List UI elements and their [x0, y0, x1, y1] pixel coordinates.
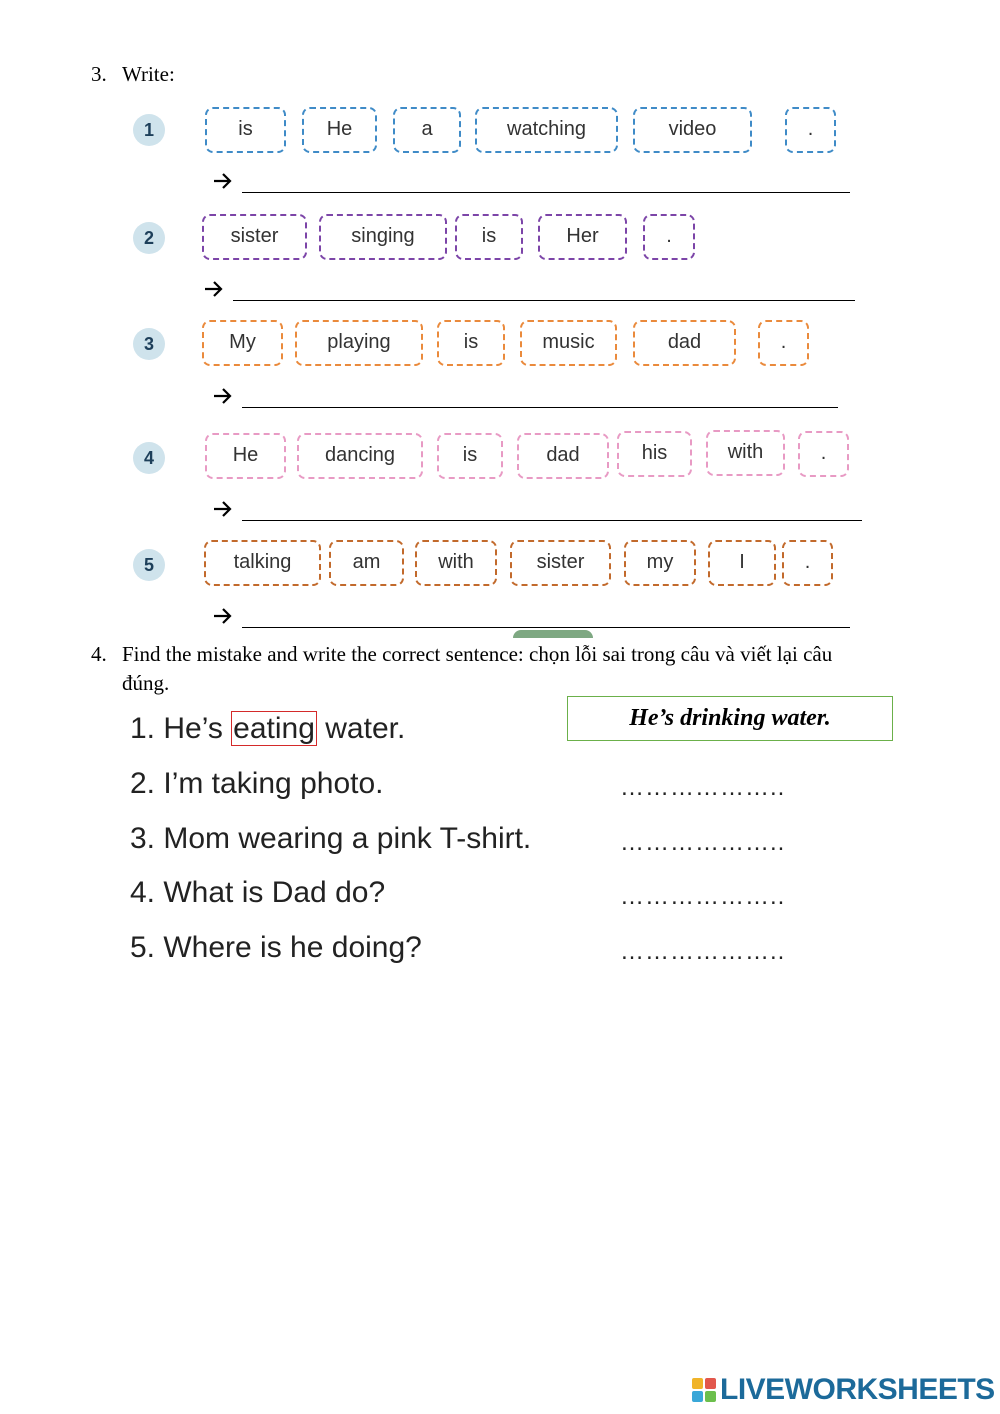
word-tile[interactable]: with	[706, 430, 785, 476]
word-tile[interactable]: sister	[202, 214, 307, 260]
row-number-badge: 5	[133, 549, 165, 581]
question-1	[130, 709, 405, 749]
word-tile[interactable]: video	[633, 107, 752, 153]
answer-underline	[242, 192, 850, 193]
word-tile[interactable]: .	[643, 214, 695, 260]
row-number-badge: 1	[133, 114, 165, 146]
answer-underline	[242, 627, 850, 628]
word-tile[interactable]: my	[624, 540, 696, 586]
word-tile[interactable]: music	[520, 320, 617, 366]
word-tile[interactable]: I	[708, 540, 776, 586]
row-number-badge: 4	[133, 442, 165, 474]
row-number-badge: 3	[133, 328, 165, 360]
answer-underline	[242, 520, 862, 521]
word-tile[interactable]: He	[302, 107, 377, 153]
answer-underline	[233, 300, 855, 301]
answer-line-1[interactable]	[212, 170, 852, 200]
word-tile[interactable]: .	[798, 431, 849, 477]
word-tile[interactable]: a	[393, 107, 461, 153]
word-tile[interactable]: .	[758, 320, 809, 366]
question-1-prefix: 1. He’s	[130, 712, 232, 745]
liveworksheets-icon	[692, 1378, 716, 1402]
answer-blank[interactable]: ………………..	[620, 829, 786, 856]
answer-line-4[interactable]	[212, 498, 864, 528]
question-2: 2. I’m taking photo.	[130, 767, 384, 800]
word-tile[interactable]: is	[437, 320, 505, 366]
word-tile[interactable]: dad	[633, 320, 736, 366]
question-3: 3. Mom wearing a pink T-shirt.	[130, 822, 532, 855]
arrow-right-icon	[203, 278, 225, 300]
word-tile[interactable]: is	[437, 433, 503, 479]
word-tile[interactable]: My	[202, 320, 283, 366]
section4-title-line1: Find the mistake and write the correct sentence: chọn lỗi sai trong câu và viết lại câu	[122, 642, 833, 666]
arrow-right-icon	[212, 170, 234, 192]
word-tile[interactable]: sister	[510, 540, 611, 586]
answer-line-3[interactable]	[212, 385, 840, 415]
section3-title: Write:	[122, 62, 175, 86]
arrow-right-icon	[212, 605, 234, 627]
word-tile[interactable]: playing	[295, 320, 423, 366]
mistake-highlight[interactable]: eating	[233, 712, 315, 745]
word-tile[interactable]: is	[455, 214, 523, 260]
word-tile[interactable]: talking	[204, 540, 321, 586]
question-1-suffix: water.	[316, 712, 406, 745]
word-tile[interactable]: dad	[517, 433, 609, 479]
word-tile[interactable]: his	[617, 431, 692, 477]
answer-blank[interactable]: ………………..	[620, 774, 786, 801]
word-tile[interactable]: is	[205, 107, 286, 153]
answer-underline	[242, 407, 838, 408]
section4-number: 4.	[91, 642, 107, 666]
section4-title-line2: đúng.	[122, 671, 170, 695]
answer-line-2[interactable]	[203, 278, 855, 308]
answer-blank[interactable]: ………………..	[620, 883, 786, 910]
word-tile[interactable]: He	[205, 433, 286, 479]
question-4: 4. What is Dad do?	[130, 876, 386, 909]
sample-answer-box: He’s drinking water.	[567, 696, 893, 741]
word-tile[interactable]: am	[329, 540, 404, 586]
arrow-right-icon	[212, 498, 234, 520]
row-number-badge: 2	[133, 222, 165, 254]
section3-number: 3.	[91, 62, 107, 86]
word-tile[interactable]: .	[782, 540, 833, 586]
logo-text: LIVEWORKSHEETS	[720, 1373, 995, 1406]
question-5: 5. Where is he doing?	[130, 931, 422, 964]
arrow-right-icon	[212, 385, 234, 407]
word-tile[interactable]: Her	[538, 214, 627, 260]
word-tile[interactable]: dancing	[297, 433, 423, 479]
decorative-shape	[513, 630, 593, 638]
word-tile[interactable]: watching	[475, 107, 618, 153]
word-tile[interactable]: singing	[319, 214, 447, 260]
word-tile[interactable]: with	[415, 540, 497, 586]
answer-blank[interactable]: ………………..	[620, 938, 786, 965]
word-tile[interactable]: .	[785, 107, 836, 153]
